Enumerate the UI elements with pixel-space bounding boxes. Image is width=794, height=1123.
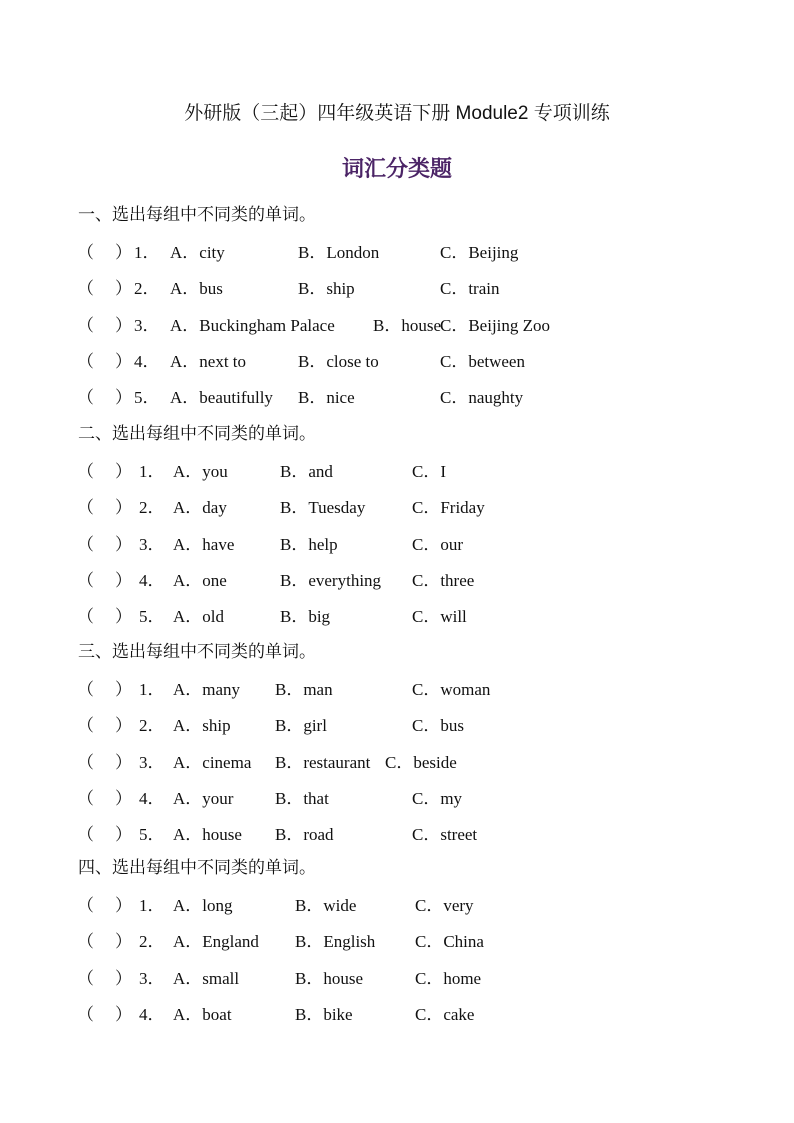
option-b: B．restaurant: [275, 752, 371, 772]
answer-paren-open[interactable]: （: [77, 932, 94, 952]
answer-paren-close[interactable]: ）: [115, 243, 132, 262]
option-a: A．old: [173, 607, 224, 627]
option-b: B．bike: [295, 1004, 353, 1024]
question-row: [77, 891, 725, 917]
answer-paren-open[interactable]: （: [77, 243, 94, 262]
option-a: A．next to: [170, 351, 247, 371]
option-a: A．small: [173, 968, 240, 988]
option-a: A．have: [173, 534, 235, 554]
answer-paren-open[interactable]: （: [77, 534, 94, 554]
answer-paren-open[interactable]: （: [77, 462, 94, 481]
question-number: 5．: [139, 825, 165, 845]
question-number: 1．: [139, 896, 165, 915]
option-a: A．long: [173, 896, 233, 915]
question-row: [77, 820, 725, 846]
answer-paren-open[interactable]: （: [77, 607, 94, 627]
option-a: A．cinema: [173, 752, 252, 772]
answer-paren-open[interactable]: （: [77, 896, 94, 915]
question-number: 4．: [134, 351, 160, 371]
option-b: B．Tuesday: [280, 498, 366, 518]
option-b: B．girl: [275, 716, 327, 736]
option-b: B．big: [280, 607, 331, 627]
question-row: [77, 566, 725, 592]
answer-paren-close[interactable]: ）: [115, 534, 132, 554]
option-c: C．woman: [412, 680, 491, 699]
question-number: 5．: [134, 388, 160, 408]
answer-paren-open[interactable]: （: [77, 279, 94, 299]
question-number: 4．: [139, 570, 165, 590]
option-c: C．my: [412, 788, 463, 808]
answer-paren-close[interactable]: ）: [115, 932, 132, 952]
option-a: A．city: [170, 243, 225, 262]
question-row: [77, 457, 725, 483]
page-subtitle: 词汇分类题: [341, 157, 452, 182]
question-row: [77, 238, 725, 264]
question-number: 1．: [139, 462, 165, 481]
option-c: C．home: [415, 968, 482, 988]
option-b: B．close to: [298, 351, 379, 371]
question-number: 2．: [139, 932, 165, 952]
answer-paren-open[interactable]: （: [77, 968, 94, 988]
answer-paren-open[interactable]: （: [77, 315, 94, 335]
option-b: B．road: [275, 825, 334, 845]
answer-paren-close[interactable]: ）: [115, 498, 132, 518]
question-row: [77, 383, 725, 409]
question-number: 1．: [134, 243, 160, 262]
question-row: [77, 311, 725, 337]
answer-paren-close[interactable]: ）: [115, 1004, 132, 1024]
option-a: A．bus: [170, 279, 223, 299]
page-title: 外研版（三起）四年级英语下册 Module2 专项训练: [184, 103, 610, 124]
option-b: B．wide: [295, 896, 357, 915]
option-c: C．Beijing Zoo: [440, 315, 551, 335]
option-b: B．house: [373, 315, 441, 335]
option-b: B．help: [280, 534, 338, 554]
option-a: A．beautifully: [170, 388, 273, 408]
option-a: A．day: [173, 498, 227, 518]
answer-paren-close[interactable]: ）: [115, 825, 132, 845]
option-c: C．Friday: [412, 498, 485, 518]
question-number: 2．: [139, 716, 165, 736]
option-c: C．three: [412, 570, 475, 590]
answer-paren-open[interactable]: （: [77, 351, 94, 371]
option-c: C．China: [415, 932, 484, 952]
question-number: 3．: [134, 315, 160, 335]
answer-paren-open[interactable]: （: [77, 570, 94, 590]
answer-paren-open[interactable]: （: [77, 1004, 94, 1024]
option-c: C．cake: [415, 1004, 475, 1024]
question-number: 5．: [139, 607, 165, 627]
answer-paren-close[interactable]: ）: [115, 315, 132, 335]
answer-paren-close[interactable]: ）: [115, 607, 132, 627]
answer-paren-open[interactable]: （: [77, 788, 94, 808]
question-number: 4．: [139, 1004, 165, 1024]
answer-paren-close[interactable]: ）: [115, 680, 132, 699]
question-number: 3．: [139, 752, 165, 772]
option-b: B．London: [298, 243, 380, 262]
answer-paren-open[interactable]: （: [77, 752, 94, 772]
section-heading: 四、选出每组中不同类的单词。: [78, 858, 316, 878]
option-a: A．your: [173, 788, 234, 808]
option-c: C．bus: [412, 716, 464, 736]
question-row: [77, 927, 725, 953]
answer-paren-open[interactable]: （: [77, 825, 94, 845]
question-number: 2．: [139, 498, 165, 518]
option-c: C．beside: [385, 752, 457, 772]
option-b: B．house: [295, 968, 363, 988]
answer-paren-close[interactable]: ）: [115, 968, 132, 988]
option-c: C．will: [412, 607, 467, 627]
question-row: [77, 964, 725, 990]
option-b: B．everything: [280, 570, 382, 590]
answer-paren-close[interactable]: ）: [115, 351, 132, 371]
question-row: [77, 784, 725, 810]
section-heading: 二、选出每组中不同类的单词。: [78, 424, 316, 444]
answer-paren-close[interactable]: ）: [115, 788, 132, 808]
option-c: C．between: [440, 351, 525, 371]
option-b: B．English: [295, 932, 376, 952]
question-number: 1．: [139, 680, 165, 699]
question-row: [77, 530, 725, 556]
question-number: 2．: [134, 279, 160, 299]
option-a: A．house: [173, 825, 242, 845]
question-number: 3．: [139, 534, 165, 554]
answer-paren-close[interactable]: ）: [115, 570, 132, 590]
option-c: C．train: [440, 279, 500, 299]
option-b: B．and: [280, 462, 333, 481]
option-c: C．street: [412, 825, 478, 845]
option-c: C．naughty: [440, 388, 524, 408]
option-a: A．England: [173, 932, 259, 952]
answer-paren-close[interactable]: ）: [115, 279, 132, 299]
answer-paren-close[interactable]: ）: [115, 388, 132, 408]
question-row: [77, 602, 725, 628]
option-b: B．that: [275, 788, 329, 808]
question-row: [77, 274, 725, 300]
question-number: 3．: [139, 968, 165, 988]
option-a: A．you: [173, 462, 228, 481]
option-c: C．I: [412, 462, 446, 481]
answer-paren-open[interactable]: （: [77, 388, 94, 408]
answer-paren-close[interactable]: ）: [115, 716, 132, 736]
option-a: A．Buckingham Palace: [170, 315, 335, 335]
answer-paren-close[interactable]: ）: [115, 462, 132, 481]
answer-paren-open[interactable]: （: [77, 716, 94, 736]
question-row: [77, 748, 725, 774]
question-row: [77, 493, 725, 519]
option-c: C．our: [412, 534, 463, 554]
answer-paren-close[interactable]: ）: [115, 896, 132, 915]
option-c: C．Beijing: [440, 243, 519, 262]
question-row: [77, 347, 725, 373]
option-b: B．man: [275, 680, 333, 699]
answer-paren-open[interactable]: （: [77, 498, 94, 518]
option-c: C．very: [415, 896, 474, 915]
option-a: A．ship: [173, 716, 231, 736]
question-number: 4．: [139, 788, 165, 808]
section-heading: 一、选出每组中不同类的单词。: [78, 205, 316, 225]
question-row: [77, 1000, 725, 1026]
option-a: A．one: [173, 570, 227, 590]
option-a: A．boat: [173, 1004, 232, 1024]
option-b: B．ship: [298, 279, 355, 299]
option-b: B．nice: [298, 388, 355, 408]
question-row: [77, 711, 725, 737]
question-row: [77, 675, 725, 701]
section-heading: 三、选出每组中不同类的单词。: [78, 642, 316, 662]
option-a: A．many: [173, 680, 241, 699]
answer-paren-close[interactable]: ）: [115, 752, 132, 772]
answer-paren-open[interactable]: （: [77, 680, 94, 699]
